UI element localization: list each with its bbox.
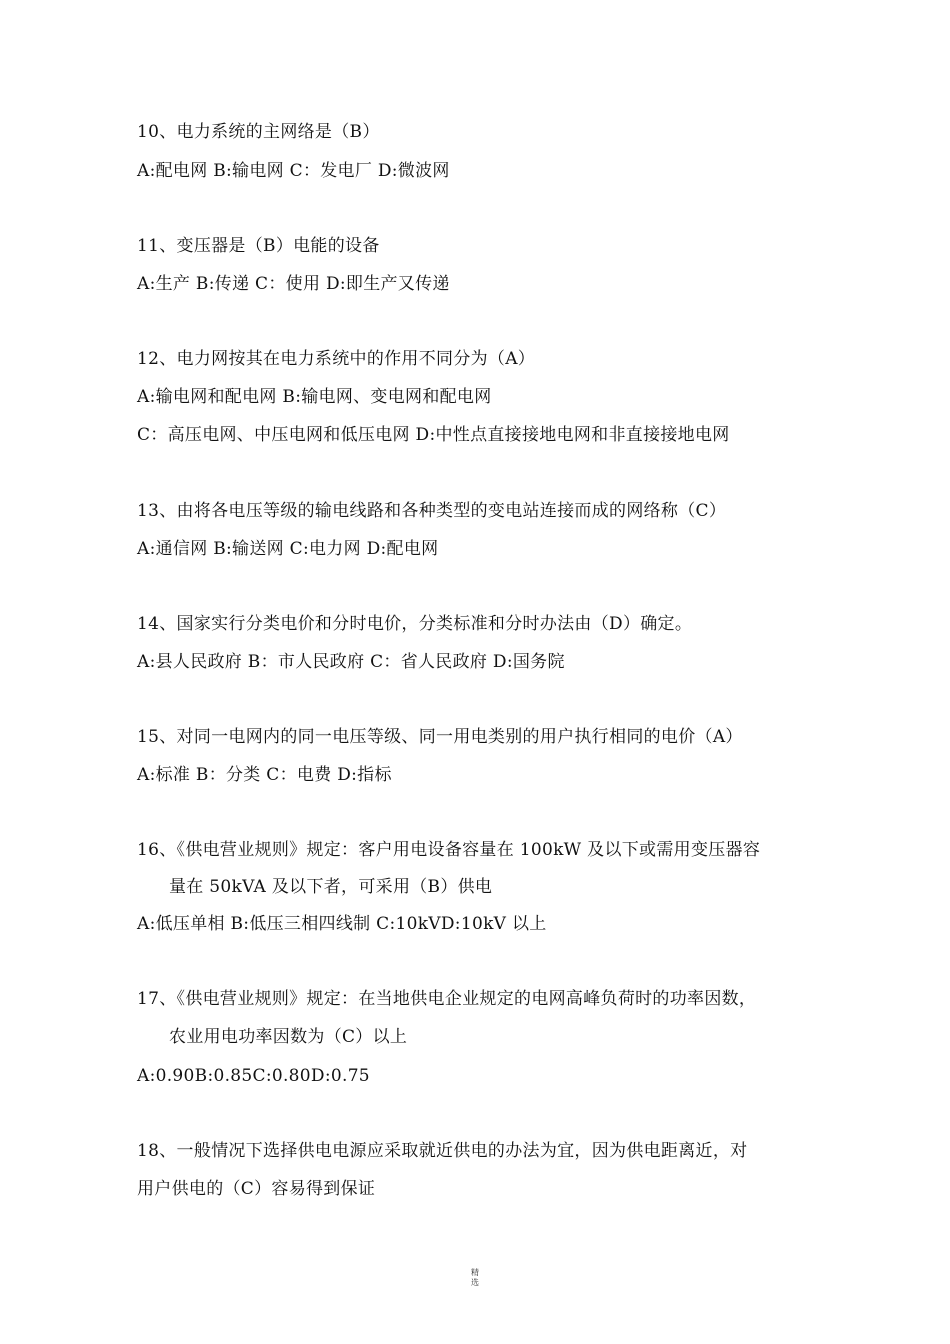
question-13-stem: 13、由将各电压等级的输电线路和各种类型的变电站连接而成的网络称（C） — [137, 501, 727, 521]
question-15-stem: 15、对同一电网内的同一电压等级、同一用电类别的用户执行相同的电价（A） — [137, 727, 743, 747]
question-15-options: A:标准 B：分类 C：电费 D:指标 — [137, 765, 392, 785]
question-17-stem-continued: 农业用电功率因数为（C）以上 — [169, 1027, 408, 1047]
footer-mark-line-2: 选 — [471, 1278, 479, 1287]
question-11-stem: 11、变压器是（B）电能的设备 — [137, 236, 380, 256]
question-18-stem-continued: 用户供电的（C）容易得到保证 — [137, 1179, 376, 1199]
question-12-options-2: C：高压电网、中压电网和低压电网 D:中性点直接接地电网和非直接接地电网 — [137, 425, 730, 445]
footer-mark-line-1: 精 — [471, 1268, 479, 1277]
question-16-options: A:低压单相 B:低压三相四线制 C:10kVD:10kV 以上 — [137, 914, 547, 934]
question-10-options: A:配电网 B:输电网 C：发电厂 D:微波网 — [137, 161, 450, 181]
question-14-options: A:县人民政府 B：市人民政府 C：省人民政府 D:国务院 — [137, 652, 565, 672]
question-16-stem-continued: 量在 50kVA 及以下者，可采用（B）供电 — [169, 877, 493, 897]
question-16-stem: 16、《供电营业规则》规定：客户用电设备容量在 100kW 及以下或需用变压器容 — [137, 840, 761, 860]
question-18-stem: 18、一般情况下选择供电电源应采取就近供电的办法为宜，因为供电距离近，对 — [137, 1141, 748, 1161]
question-14-stem: 14、国家实行分类电价和分时电价，分类标准和分时办法由（D）确定。 — [137, 614, 693, 634]
question-13-options: A:通信网 B:输送网 C:电力网 D:配电网 — [137, 539, 439, 559]
page-footer-mark — [469, 1268, 481, 1288]
question-10-stem: 10、电力系统的主网络是（B） — [137, 122, 380, 142]
question-12-stem: 12、电力网按其在电力系统中的作用不同分为（A） — [137, 349, 536, 369]
question-11-options: A:生产 B:传递 C：使用 D:即生产又传递 — [137, 274, 450, 294]
question-17-options: A:0.90B:0.85C:0.80D:0.75 — [137, 1066, 370, 1086]
question-17-stem: 17、《供电营业规则》规定：在当地供电企业规定的电网高峰负荷时的功率因数， — [137, 989, 757, 1009]
question-12-options: A:输电网和配电网 B:输电网、变电网和配电网 — [137, 387, 492, 407]
